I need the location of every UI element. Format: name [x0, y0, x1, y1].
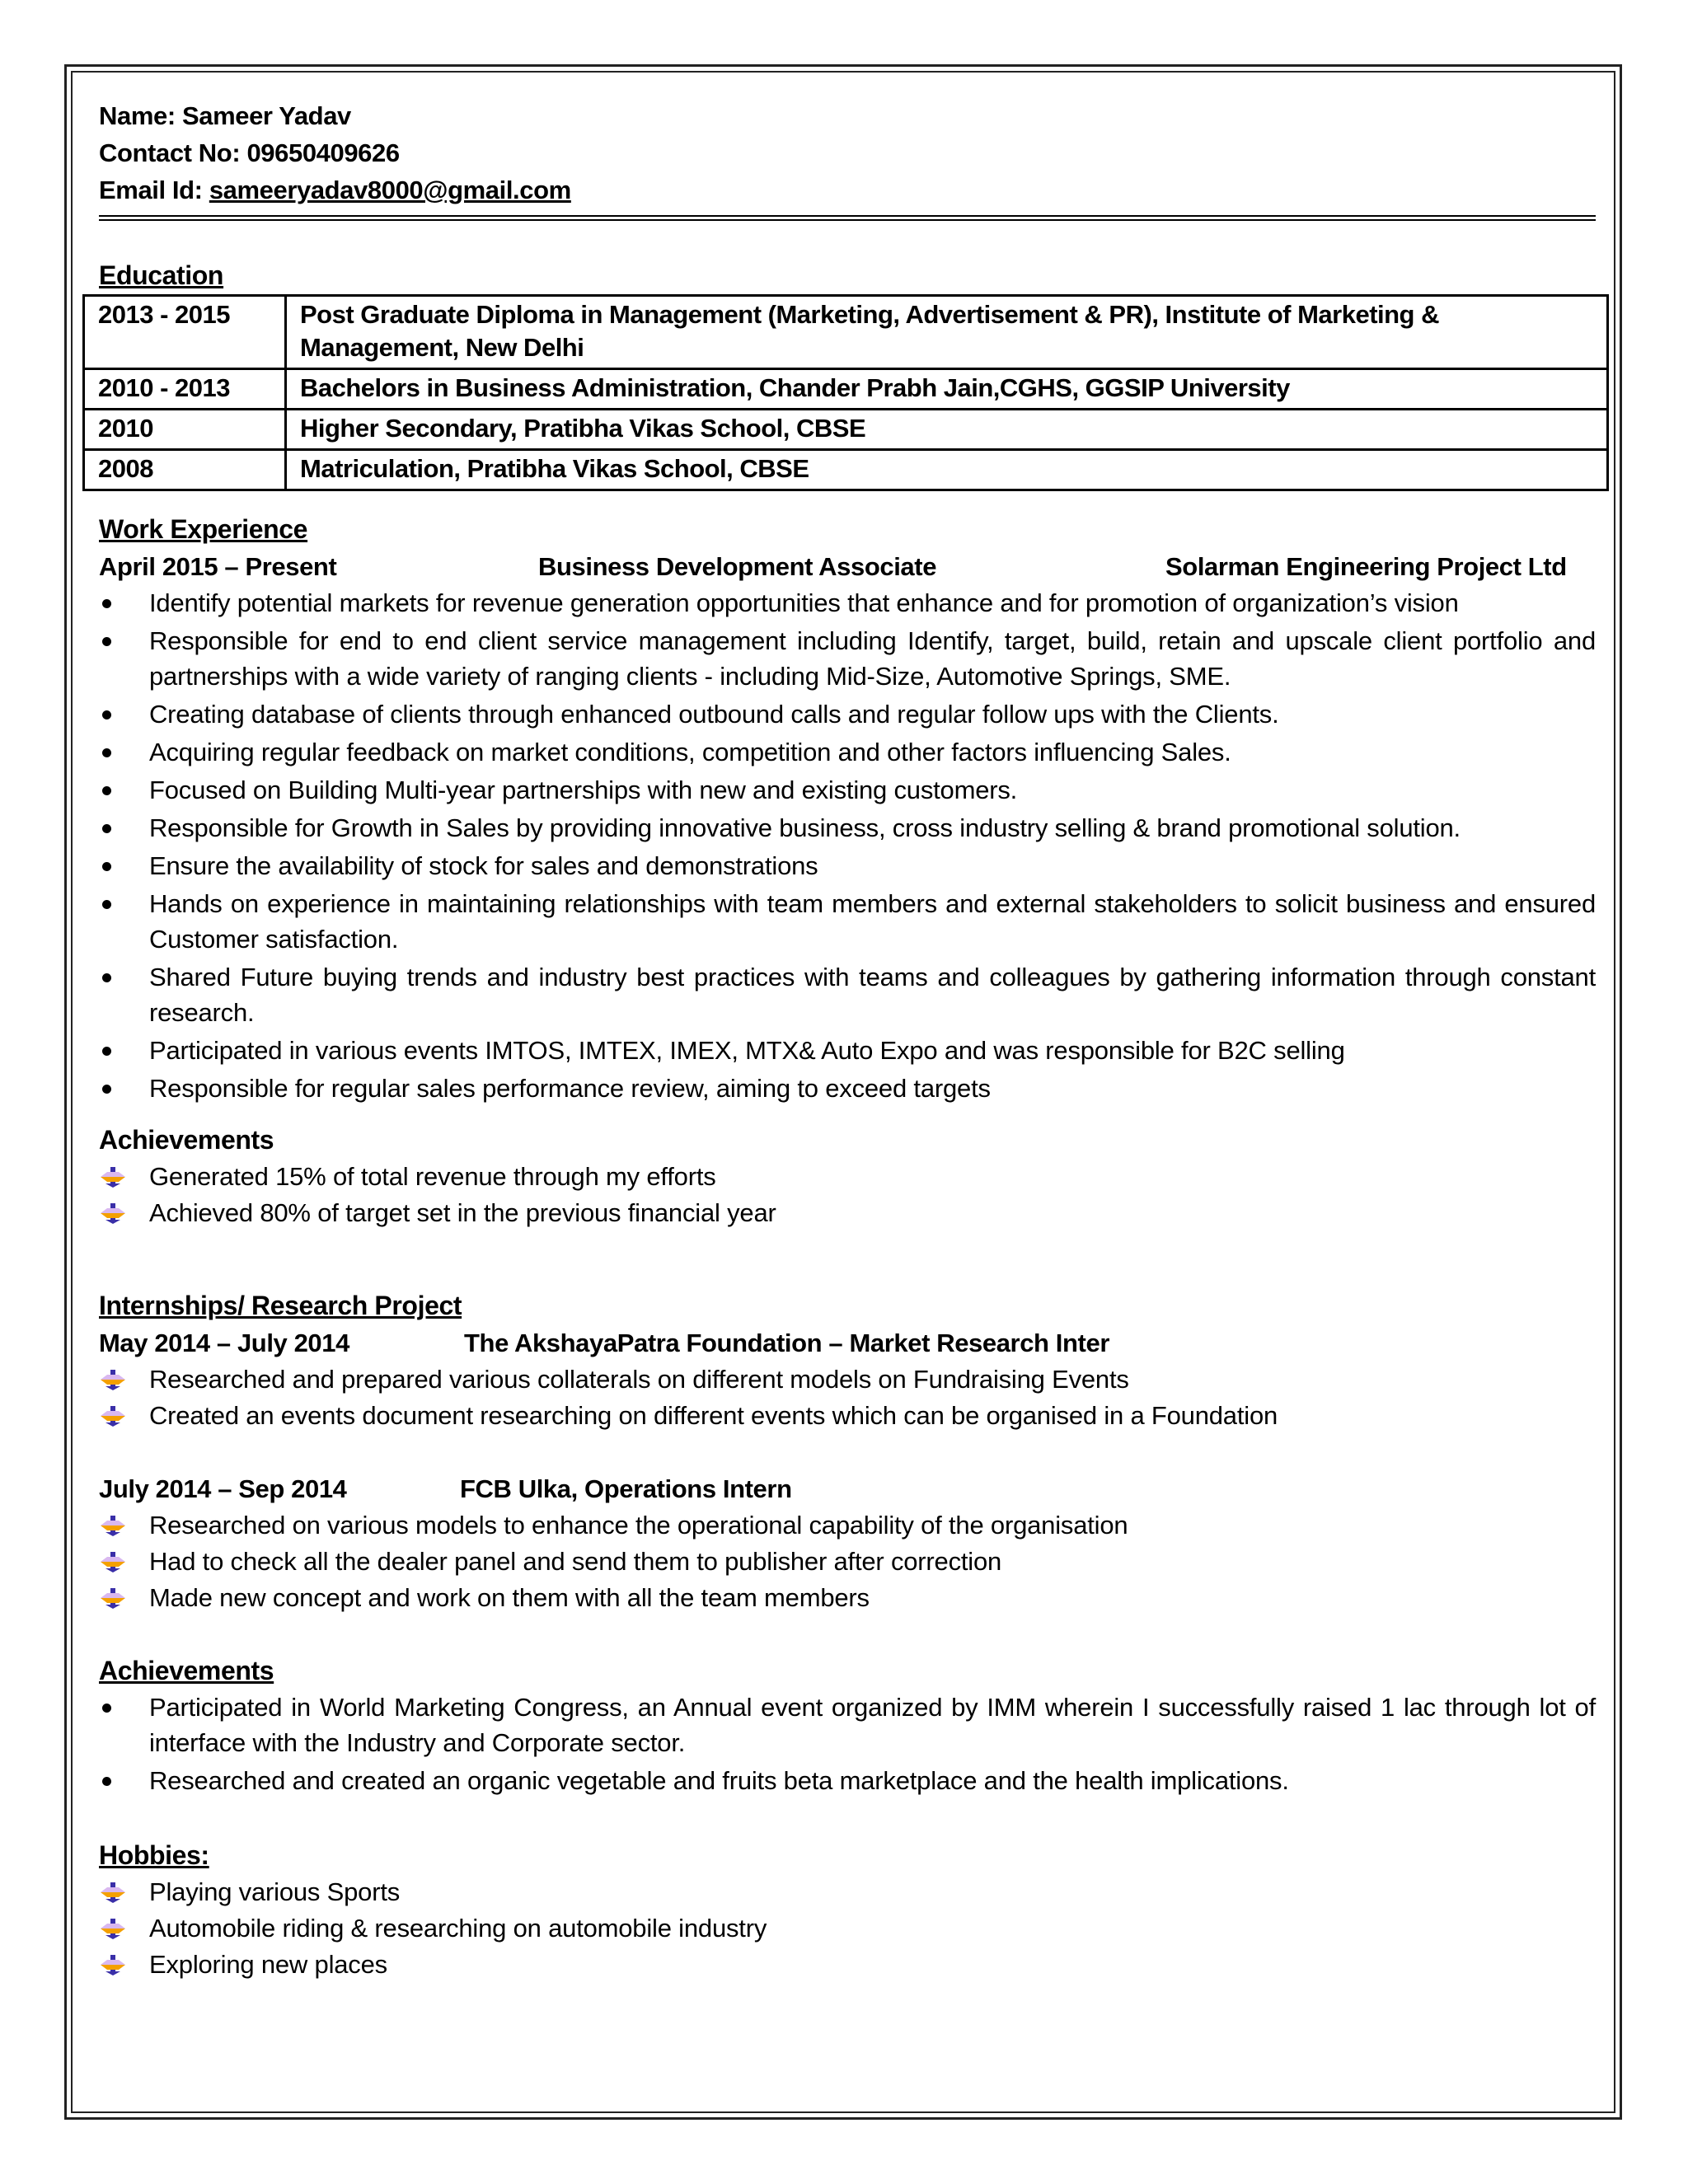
- education-detail: Post Graduate Diploma in Management (Marketing, Advertisement & PR), Institute of Marketing & Management, New Delhi: [286, 296, 1608, 369]
- list-item: Playing various Sports: [99, 1874, 1589, 1910]
- list-item: Shared Future buying trends and industry best practices with teams and colleagues by gathering information through constant research.: [99, 959, 1596, 1030]
- list-item: Achieved 80% of target set in the previous financial year: [99, 1195, 1589, 1231]
- internship-org: The AkshayaPatra Foundation – Market Research Inter: [464, 1329, 1109, 1357]
- job-role: Business Development Associate: [538, 552, 937, 581]
- hobbies-title: Hobbies:: [99, 1840, 209, 1870]
- education-detail: Matriculation, Pratibha Vikas School, CBSE: [286, 450, 1608, 490]
- achievements-list: [99, 1159, 1589, 1231]
- bullet-icon: [102, 748, 111, 757]
- bullet-icon: [102, 1085, 111, 1094]
- candidate-name: Name: Sameer Yadav: [99, 101, 351, 130]
- bullet-icon: [102, 710, 111, 719]
- email-line: [99, 171, 1589, 209]
- internships-title: Internships/ Research Project: [99, 1291, 462, 1320]
- bullet-icon: [102, 973, 111, 982]
- resume-content: [98, 97, 1596, 1983]
- bullet-icon: [102, 1047, 111, 1056]
- education-detail: Bachelors in Business Administration, Chander Prabh Jain,CGHS, GGSIP University: [286, 369, 1608, 410]
- list-item: Participated in various events IMTOS, IMTEX, IMEX, MTX& Auto Expo and was responsible for B2C selling: [99, 1033, 1596, 1068]
- arrow-bullet-icon: [99, 1953, 127, 1976]
- list-item: Identify potential markets for revenue generation opportunities that enhance and for promotion of organization’s vision: [99, 585, 1596, 621]
- bullet-icon: [102, 637, 111, 646]
- hobbies-list: [99, 1874, 1589, 1983]
- table-row: [84, 296, 1608, 369]
- job-header: [99, 548, 1589, 585]
- table-row: [84, 410, 1608, 450]
- internship-period: July 2014 – Sep 2014: [99, 1474, 347, 1503]
- arrow-bullet-icon: [99, 1404, 127, 1427]
- internship-points: [99, 1507, 1589, 1616]
- table-row: [84, 369, 1608, 410]
- education-years: 2008: [84, 450, 286, 490]
- bullet-icon: [102, 786, 111, 795]
- list-item: Created an events document researching on different events which can be organised in a Foundation: [99, 1398, 1589, 1434]
- list-item: Acquiring regular feedback on market conditions, competition and other factors influencing Sales.: [99, 734, 1596, 770]
- work-bullets: [99, 585, 1596, 1106]
- achievements-title: Achievements: [99, 1656, 274, 1685]
- list-item: Focused on Building Multi-year partnerships with new and existing customers.: [99, 772, 1596, 808]
- list-item: Exploring new places: [99, 1947, 1589, 1983]
- bullet-icon: [102, 1704, 111, 1713]
- list-item: Participated in World Marketing Congress, an Annual event organized by IMM wherein I successfully raised 1 lac through lot of interface with the Industry and Corporate sector.: [99, 1690, 1596, 1760]
- arrow-bullet-icon: [99, 1881, 127, 1904]
- arrow-bullet-icon: [99, 1165, 127, 1188]
- education-detail: Higher Secondary, Pratibha Vikas School, CBSE: [286, 410, 1608, 450]
- list-item: Hands on experience in maintaining relationships with team members and external stakeholders to solicit business and ensured Customer satisfaction.: [99, 886, 1596, 957]
- list-item: Automobile riding & researching on automobile industry: [99, 1910, 1589, 1947]
- bullet-icon: [102, 900, 111, 909]
- list-item: Responsible for Growth in Sales by providing innovative business, cross industry selling & brand promotional solution.: [99, 810, 1596, 846]
- list-item: Made new concept and work on them with all the team members: [99, 1580, 1589, 1616]
- arrow-bullet-icon: [99, 1586, 127, 1610]
- list-item: Generated 15% of total revenue through my efforts: [99, 1159, 1589, 1195]
- list-item: Researched and created an organic vegetable and fruits beta marketplace and the health implications.: [99, 1763, 1596, 1798]
- achievements-bullets: [99, 1690, 1596, 1798]
- achievements-title: Achievements: [99, 1125, 274, 1155]
- bullet-icon: [102, 1777, 111, 1786]
- education-title: Education: [99, 260, 224, 290]
- education-years: 2013 - 2015: [84, 296, 286, 369]
- education-years: 2010 - 2013: [84, 369, 286, 410]
- arrow-bullet-icon: [99, 1202, 127, 1225]
- bullet-icon: [102, 862, 111, 871]
- arrow-bullet-icon: [99, 1514, 127, 1537]
- arrow-bullet-icon: [99, 1550, 127, 1573]
- internship-header: [99, 1324, 1589, 1361]
- bullet-icon: [102, 824, 111, 833]
- list-item: Had to check all the dealer panel and send them to publisher after correction: [99, 1544, 1589, 1580]
- work-experience-title: Work Experience: [99, 514, 308, 544]
- list-item: Responsible for regular sales performance review, aiming to exceed targets: [99, 1071, 1596, 1106]
- internship-org: FCB Ulka, Operations Intern: [460, 1474, 792, 1503]
- list-item: Creating database of clients through enhanced outbound calls and regular follow ups with the Clients.: [99, 696, 1596, 732]
- internship-points: [99, 1361, 1589, 1434]
- arrow-bullet-icon: [99, 1368, 127, 1391]
- bullet-icon: [102, 599, 111, 608]
- list-item: Ensure the availability of stock for sales and demonstrations: [99, 848, 1596, 883]
- list-item: Researched on various models to enhance the operational capability of the organisation: [99, 1507, 1589, 1544]
- internship-period: May 2014 – July 2014: [99, 1329, 349, 1357]
- table-row: [84, 450, 1608, 490]
- arrow-bullet-icon: [99, 1917, 127, 1940]
- list-item: Responsible for end to end client service management including Identify, target, build, retain and upscale client portfolio and partnerships with a wide variety of ranging clients - including Mid-Size, Automotive Springs, SME.: [99, 623, 1596, 694]
- job-period: April 2015 – Present: [99, 552, 337, 581]
- email-link[interactable]: sameeryadav8000@gmail.com: [209, 176, 571, 204]
- contact-number: Contact No: 09650409626: [99, 138, 400, 167]
- header-divider: [99, 215, 1596, 221]
- job-company: Solarman Engineering Project Ltd: [1165, 552, 1567, 581]
- list-item: Researched and prepared various collaterals on different models on Fundraising Events: [99, 1361, 1589, 1398]
- education-table: [82, 294, 1609, 491]
- education-years: 2010: [84, 410, 286, 450]
- internship-header: [99, 1470, 1589, 1507]
- email-label: Email Id:: [99, 176, 209, 204]
